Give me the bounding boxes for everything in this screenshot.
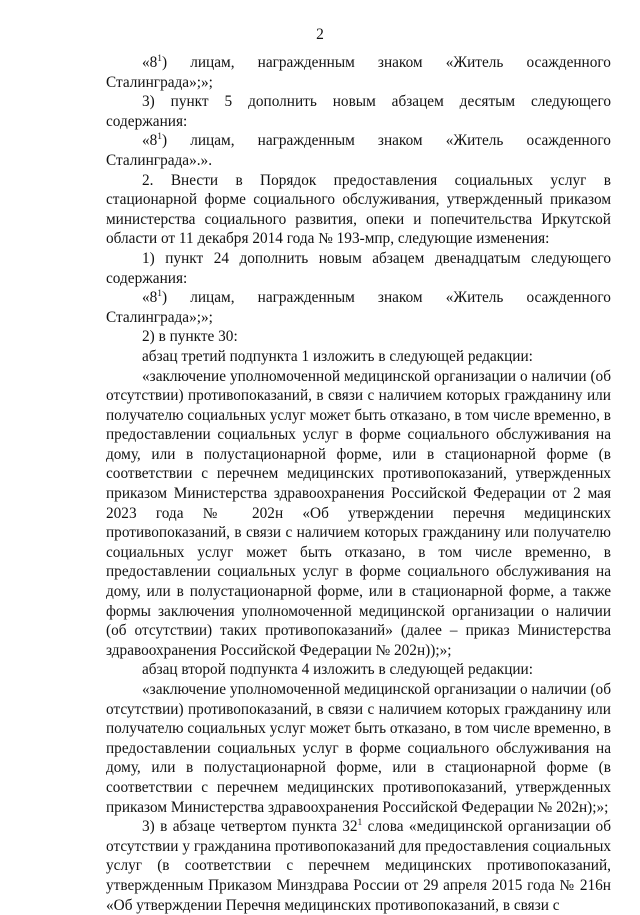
word: награжденным bbox=[257, 132, 355, 150]
word: награжденным bbox=[257, 289, 355, 307]
word-text: «8 bbox=[142, 54, 158, 71]
document-body bbox=[106, 53, 611, 915]
word bbox=[142, 53, 167, 73]
word: осажденного bbox=[526, 289, 611, 307]
word-text: «8 bbox=[142, 132, 158, 150]
paragraph-line bbox=[142, 288, 611, 308]
word: знаком bbox=[377, 54, 423, 71]
word-text: ) bbox=[162, 289, 168, 307]
word: знаком bbox=[377, 132, 423, 150]
superscript: 1 bbox=[157, 132, 163, 143]
paragraph: 2) в пункте 30: bbox=[142, 328, 238, 346]
word: «Житель bbox=[445, 289, 504, 307]
word: награжденным bbox=[257, 54, 355, 71]
word-text: ) bbox=[162, 54, 168, 71]
paragraph: «заключение уполномоченной медицинской организации о наличии (об отсутствии) противопоказаний, в связи с наличием которых гражданину или получателю социальных услуг может быть отказано, в том числе временно, в предоставлении социальных услуг в форме социального обслуживания на дому, или в полустационарной форме, или в стационарной форме (в соответствии с перечнем медицинских противопоказаний, утвержденных приказом Министерства здравоохранения Российской Федерации № 202н);»; bbox=[106, 681, 611, 816]
superscript: 1 bbox=[157, 53, 163, 64]
word: «Житель bbox=[445, 54, 504, 71]
paragraph: Сталинграда».». bbox=[106, 151, 213, 169]
paragraph: абзац второй подпункта 4 изложить в следующей редакции: bbox=[142, 661, 533, 679]
superscript: 1 bbox=[357, 818, 363, 829]
word: лицам, bbox=[190, 289, 235, 307]
paragraph: 3) пункт 5 дополнить новым абзацем десятым следующего содержания: bbox=[106, 93, 611, 130]
paragraph-text: слова «медицинской организации об отсутствии у гражданина противопоказаний для предоставления социальных услуг (в соответствии с перечнем медицинских противопоказаний, утвержденным Приказом Минздрава России от 29 апреля 2015 года № 216н «Об утверждении Перечня медицинских противопоказаний, в связи с bbox=[106, 818, 611, 914]
paragraph: «заключение уполномоченной медицинской организации о наличии (об отсутствии) противопоказаний, в связи с наличием которых гражданину или получателю социальных услуг может быть отказано, в том числе временно, в предоставлении социальных услуг в форме социального обслуживания на дому, или в полустационарной форме, или в стационарной форме (в соответствии с перечнем медицинских противопоказаний, утвержденных приказом Министерства здравоохранения Российской Федерации от 2 мая 2023 года № 202н «Об утверждении перечня медицинских противопоказаний, в связи с наличием которых гражданину или получателю социальных услуг может быть отказано, в том числе временно, в предоставлении социальных услуг в форме социального обслуживания на дому, или в полустационарной форме, или в стационарной форме, а также формы заключения уполномоченной медицинской организации о наличии (об отсутствии) таких противопоказаний» (далее – приказ Министерства здравоохранения Российской Федерации № 202н));»; bbox=[106, 367, 611, 659]
word bbox=[142, 131, 167, 151]
page-number: 2 bbox=[316, 26, 324, 43]
paragraph-line bbox=[142, 131, 611, 151]
word: «Житель bbox=[445, 132, 504, 150]
word: лицам, bbox=[190, 54, 235, 71]
paragraph: Сталинграда»;»; bbox=[106, 73, 213, 91]
paragraph-line bbox=[142, 53, 611, 73]
paragraph bbox=[106, 817, 611, 915]
word bbox=[142, 288, 167, 308]
paragraph: 2. Внести в Порядок предоставления социальных услуг в стационарной форме социального обслуживания, утвержденный приказом министерства социального развития, опеки и попечительства Иркутской области от 11 декабря 2014 года № 193-мпр, следующие изменения: bbox=[106, 171, 611, 248]
word-text: ) bbox=[162, 132, 168, 150]
word-text: «8 bbox=[142, 289, 158, 307]
paragraph: Сталинграда»;»; bbox=[106, 308, 213, 326]
paragraph: абзац третий подпункта 1 изложить в следующей редакции: bbox=[142, 347, 533, 365]
word: лицам, bbox=[190, 132, 235, 150]
paragraph: 1) пункт 24 дополнить новым абзацем двенадцатым следующего содержания: bbox=[106, 249, 611, 287]
paragraph-text: 3) в абзаце четвертом пункта 32 bbox=[142, 818, 358, 836]
superscript: 1 bbox=[157, 289, 163, 300]
word: осажденного bbox=[526, 54, 611, 71]
word: осажденного bbox=[526, 132, 611, 150]
word: знаком bbox=[377, 289, 423, 307]
